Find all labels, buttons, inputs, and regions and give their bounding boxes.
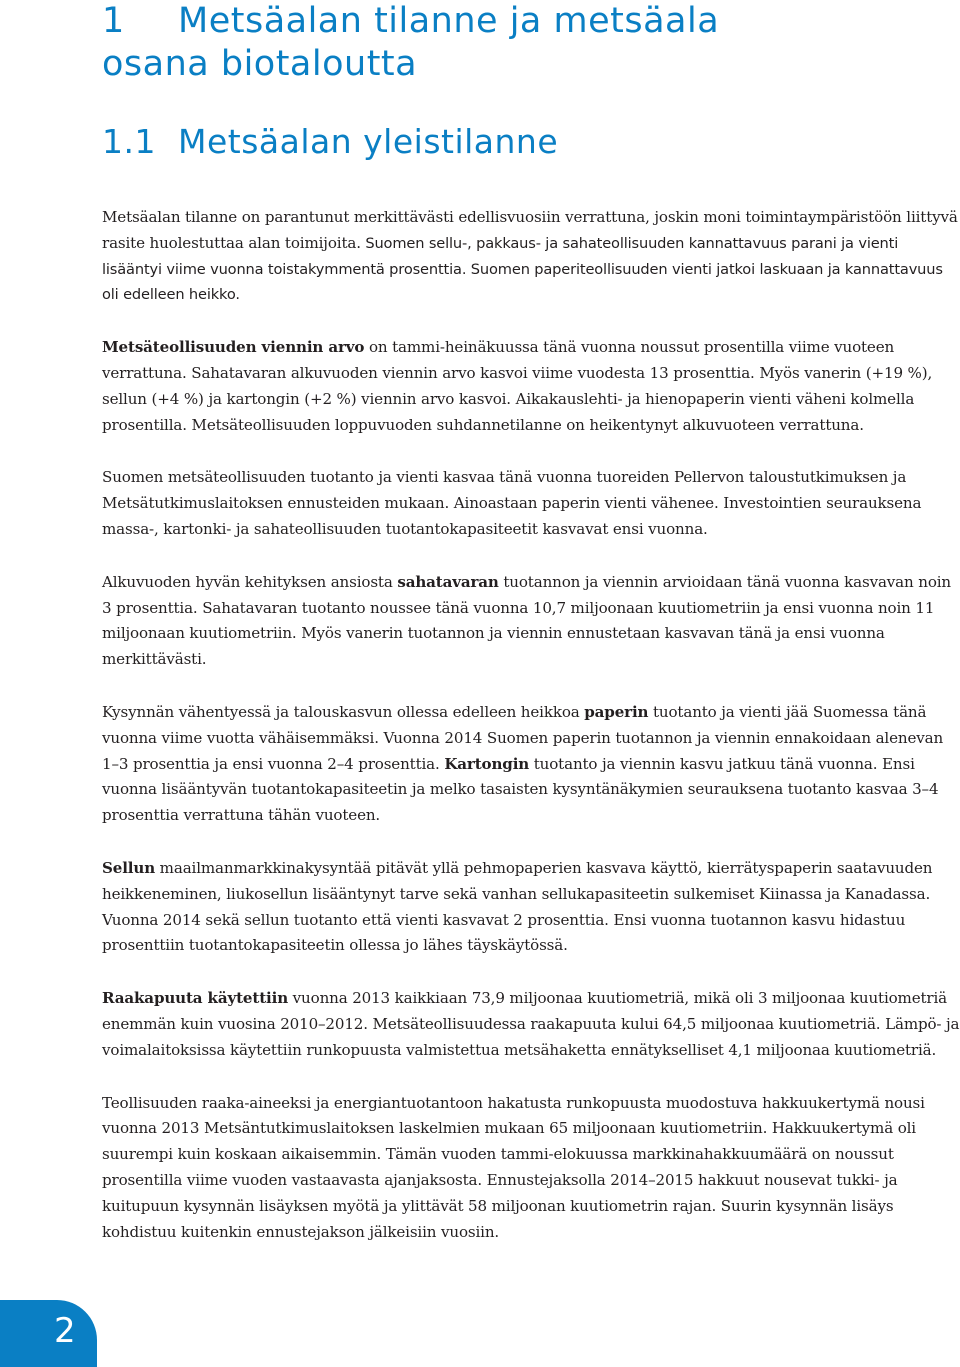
page-number-tab [0, 1300, 97, 1367]
paragraph-2-bold: Metsäteollisuuden viennin arvo [102, 338, 365, 357]
chapter-title-line2: osana biotaloutta [102, 44, 418, 84]
paragraph-8 [102, 1091, 960, 1246]
paragraph-5-bold-2: Kartongin [444, 754, 530, 773]
paragraph-1-text-a: Metsäalan tilanne on parantunut merkittävästi edellisvuosiin verrattuna, joskin moni toimintaympäristöön liittyvä rasite huolestuttaa alan toimijoita. [102, 208, 958, 252]
paragraph-2 [102, 335, 960, 438]
paragraph-5-text-b: tuotanto ja vienti jää Suomessa tänä vuonna viime vuotta vähäisemmäksi. Vuonna 2014 Suomen paperin tuotannon ja viennin ennakoidaan alenevan 1–3 prosenttia ja ensi vuonna 2–4 prosenttia. [102, 702, 944, 773]
chapter-heading [102, 0, 719, 86]
paragraph-1 [102, 205, 960, 308]
paragraph-4-text-b: tuotannon ja viennin arvioidaan tänä vuonna kasvavan noin 3 prosenttia. Sahatavaran tuotanto noussee tänä vuonna 10,7 miljoonaan kuutiometriin ja ensi vuonna noin 11 miljoonaan kuutiometriin. Myös vanerin tuotannon ja viennin ennustetaan kasvavan tänä ja ensi vuonna merkittävästi. [102, 572, 952, 669]
paragraph-7 [102, 986, 960, 1063]
paragraph-7-text: vuonna 2013 kaikkiaan 73,9 miljoonaa kuutiometriä, mikä oli 3 miljoonaa kuutiometriä enemmän kuin vuosina 2010–2012. Metsäteollisuudessa raakapuuta kului 64,5 miljoonaa kuutiometriä. Lämpö- ja voimalaitoksissa käytettiin runkopuusta valmistettua metsähaketta ennätykselliset 4,1 miljoonaa kuutiometriä. [102, 989, 960, 1059]
paragraph-5 [102, 700, 960, 829]
paragraph-5-bold-1: paperin [584, 702, 649, 721]
paragraph-4-text-a: Alkuvuoden hyvän kehityksen ansiosta [102, 572, 398, 591]
paragraph-5-text-c: tuotanto ja viennin kasvu jatkuu tänä vuonna. Ensi vuonna lisääntyvän tuotantokapasiteetin ja melko tasaisten kysyntänäkymien seurauksena tuotanto kasvaa 3–4 prosenttia verrattuna tähän vuoteen. [102, 754, 939, 825]
paragraph-6-bold: Sellun [102, 858, 156, 877]
chapter-title-line1: Metsäalan tilanne ja metsäala [178, 1, 720, 41]
paragraph-1-text-b: Suomen sellu-, pakkaus- ja sahateollisuuden kannattavuus parani ja vienti lisääntyi viime vuonna toistakymmentä prosenttia. Suomen paperiteollisuuden vienti jatkoi laskuaan ja kannattavuus oli edelleen heikko. [102, 234, 943, 304]
paragraph-2-text: on tammi-heinäkuussa tänä vuonna noussut prosentilla viime vuoteen verrattuna. Sahatavaran alkuvuoden viennin arvo kasvoi viime vuodesta 13 prosenttia. Myös vanerin (+19 %), sellun (+4 %) ja kartongin (+2 %) viennin arvo kasvoi. Aikakauslehti- ja hienopaperin vienti väheni kolmella prosentilla. Metsäteollisuuden loppuvuoden suhdannetilanne on heikentynyt alkuvuoteen verrattuna. [102, 338, 933, 434]
paragraph-6 [102, 856, 960, 959]
paragraph-7-bold: Raakapuuta käytettiin [102, 989, 289, 1008]
paragraph-6-text: maailmanmarkkinakysyntää pitävät yllä pehmopaperien kasvava käyttö, kierrätyspaperin saatavuuden heikkeneminen, liukosellun lisääntynyt tarve sekä vanhan sellukapasiteetin sulkemiset Kiinassa ja Kanadassa. Vuonna 2014 sekä sellun tuotanto että vienti kasvavat 2 prosenttia. Ensi vuonna tuotannon kasvu hidastuu prosenttiin tuotantokapasiteetin ollessa jo lähes täyskäytössä. [102, 858, 933, 955]
paragraph-3 [102, 465, 960, 542]
paragraph-4-bold: sahatavaran [397, 572, 499, 591]
section-number: 1.1 [102, 122, 156, 161]
section-heading [102, 122, 558, 162]
body-text [102, 205, 960, 1272]
chapter-number: 1 [102, 1, 125, 41]
page-number: 2 [54, 1311, 76, 1351]
paragraph-3-text: Suomen metsäteollisuuden tuotanto ja vienti kasvaa tänä vuonna tuoreiden Pellervon taloustutkimuksen ja Metsätutkimuslaitoksen ennusteiden mukaan. Ainoastaan paperin vienti vähenee. Investointien seurauksena massa-, kartonki- ja sahateollisuuden tuotantokapasiteetit kasvavat ensi vuonna. [102, 468, 922, 538]
paragraph-4 [102, 570, 960, 673]
paragraph-5-text-a: Kysynnän vähentyessä ja talouskasvun ollessa edelleen heikkoa [102, 702, 585, 721]
paragraph-8-text: Teollisuuden raaka-aineeksi ja energiantuotantoon hakatusta runkopuusta muodostuva hakkuukertymä nousi vuonna 2013 Metsäntutkimuslaitoksen laskelmien mukaan 65 miljoonaan kuutiometriin. Hakkuukertymä oli suurempi kuin koskaan aikaisemmin. Tämän vuoden tammi-elokuussa markkinahakkuumäärä on noussut prosentilla viime vuoden vastaavasta ajanjaksosta. Ennustejaksolla 2014–2015 hakkuut nousevat tukki- ja kuitupuun kysynnän lisäyksen myötä ja ylittävät 58 miljoonan kuutiometrin rajan. Suurin kysynnän lisäys kohdistuu kuitenkin ennustejakson jälkeisiin vuosiin. [102, 1093, 925, 1241]
section-title: Metsäalan yleistilanne [178, 122, 559, 161]
